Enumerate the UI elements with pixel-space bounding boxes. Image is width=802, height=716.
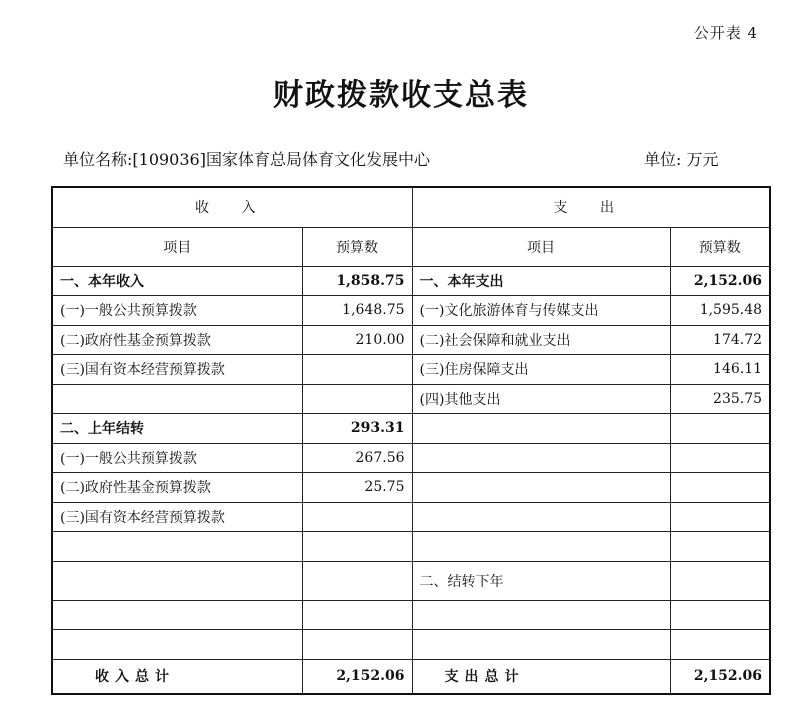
- expense-budget-cell: 174.72: [670, 325, 770, 354]
- unit-label: 单位: 万元: [644, 150, 719, 169]
- expense-budget-cell: [670, 502, 770, 531]
- expense-item-cell: 一、本年支出: [412, 266, 670, 295]
- expense-budget-header: 预算数: [670, 227, 770, 266]
- table-row: [52, 384, 770, 413]
- income-item-cell: [52, 629, 302, 659]
- expense-budget-cell: 2,152.06: [670, 266, 770, 295]
- income-budget-cell: 267.56: [302, 443, 412, 472]
- expense-budget-cell: [670, 443, 770, 472]
- table-row: [52, 561, 770, 600]
- table-row: [52, 600, 770, 629]
- expense-item-cell: [412, 443, 670, 472]
- income-item-cell: [52, 531, 302, 561]
- income-budget-header: 预算数: [302, 227, 412, 266]
- total-row: [52, 659, 770, 694]
- table-row: [52, 354, 770, 384]
- expense-item-cell: [412, 502, 670, 531]
- expense-budget-cell: [670, 413, 770, 443]
- page-title: 财政拨款收支总表: [273, 78, 529, 113]
- income-item-cell: [52, 384, 302, 413]
- table-row: [52, 531, 770, 561]
- expense-item-cell: [412, 629, 670, 659]
- expense-budget-cell: 146.11: [670, 354, 770, 384]
- income-item-cell: (三)国有资本经营预算拨款: [52, 502, 302, 531]
- expense-item-cell: [412, 600, 670, 629]
- table-row: [52, 295, 770, 325]
- table-row: [52, 472, 770, 502]
- expense-budget-cell: [670, 561, 770, 600]
- income-budget-cell: [302, 600, 412, 629]
- income-budget-cell: [302, 384, 412, 413]
- budget-table: [51, 186, 771, 695]
- expense-budget-cell: [670, 531, 770, 561]
- income-budget-cell: 293.31: [302, 413, 412, 443]
- income-total-label: 收入总计: [52, 659, 302, 694]
- income-item-cell: (二)政府性基金预算拨款: [52, 325, 302, 354]
- income-budget-cell: [302, 531, 412, 561]
- income-item-cell: (一)一般公共预算拨款: [52, 443, 302, 472]
- expense-total-label: 支出总计: [412, 659, 670, 694]
- income-total-value: 2,152.06: [302, 659, 412, 694]
- expense-item-cell: (四)其他支出: [412, 384, 670, 413]
- table-row: [52, 629, 770, 659]
- income-item-cell: (一)一般公共预算拨款: [52, 295, 302, 325]
- expense-item-cell: (三)住房保障支出: [412, 354, 670, 384]
- expense-budget-cell: 235.75: [670, 384, 770, 413]
- income-item-cell: (二)政府性基金预算拨款: [52, 472, 302, 502]
- expense-budget-cell: [670, 472, 770, 502]
- expense-budget-cell: [670, 600, 770, 629]
- income-item-cell: [52, 561, 302, 600]
- table-row: [52, 266, 770, 295]
- expense-item-cell: 二、结转下年: [412, 561, 670, 600]
- income-budget-cell: [302, 502, 412, 531]
- table-row: [52, 502, 770, 531]
- income-item-cell: [52, 600, 302, 629]
- expense-total-value: 2,152.06: [670, 659, 770, 694]
- expense-item-cell: (一)文化旅游体育与传媒支出: [412, 295, 670, 325]
- section-header-row: [52, 187, 770, 227]
- expense-budget-cell: 1,595.48: [670, 295, 770, 325]
- income-item-cell: 二、上年结转: [52, 413, 302, 443]
- income-item-cell: 一、本年收入: [52, 266, 302, 295]
- expense-item-cell: [412, 472, 670, 502]
- column-header-row: [52, 227, 770, 266]
- income-budget-cell: 1,858.75: [302, 266, 412, 295]
- expense-item-cell: [412, 531, 670, 561]
- income-budget-cell: [302, 561, 412, 600]
- expense-item-header: 项目: [412, 227, 670, 266]
- expense-budget-cell: [670, 629, 770, 659]
- income-header: 收 入: [52, 187, 412, 227]
- form-code: 公开表 4: [693, 24, 758, 42]
- table-body: [52, 266, 770, 659]
- expense-item-cell: [412, 413, 670, 443]
- expense-item-cell: (二)社会保障和就业支出: [412, 325, 670, 354]
- income-budget-cell: [302, 354, 412, 384]
- unit-name: 单位名称:[109036]国家体育总局体育文化发展中心: [63, 150, 430, 169]
- table-row: [52, 413, 770, 443]
- income-budget-cell: [302, 629, 412, 659]
- table-row: [52, 443, 770, 472]
- expense-header: 支 出: [412, 187, 770, 227]
- table-row: [52, 325, 770, 354]
- income-budget-cell: 1,648.75: [302, 295, 412, 325]
- income-budget-cell: 25.75: [302, 472, 412, 502]
- income-budget-cell: 210.00: [302, 325, 412, 354]
- income-item-cell: (三)国有资本经营预算拨款: [52, 354, 302, 384]
- income-item-header: 项目: [52, 227, 302, 266]
